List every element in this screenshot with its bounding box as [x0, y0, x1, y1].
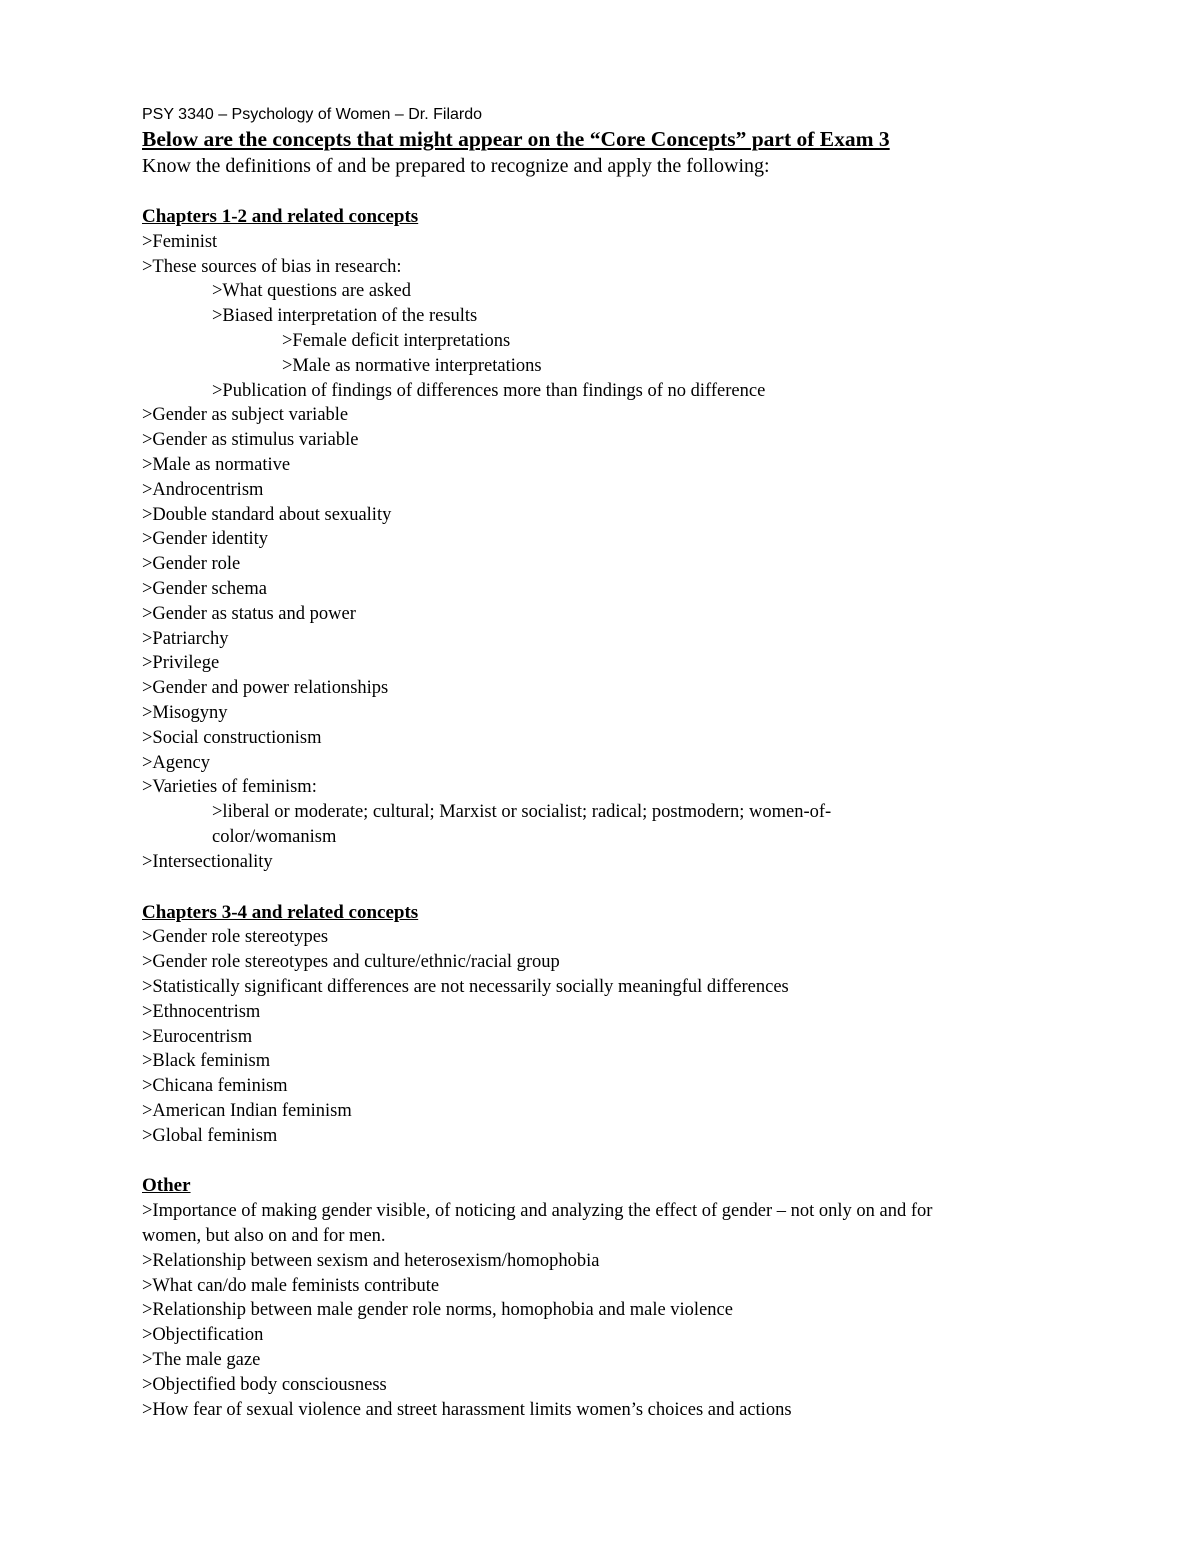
list-item: >Patriarchy [142, 628, 229, 649]
list-item: >liberal or moderate; cultural; Marxist or socialist; radical; postmodern; women-of- [212, 802, 832, 823]
list-item: >Misogyny [142, 702, 228, 723]
section-heading-chapters-1-2: Chapters 1-2 and related concepts [142, 206, 419, 227]
list-item: >Double standard about sexuality [142, 504, 392, 525]
list-item: >Agency [142, 752, 210, 773]
list-item: >The male gaze [142, 1350, 261, 1371]
list-item: >Gender role stereotypes [142, 927, 329, 948]
list-item: >Objectification [142, 1325, 264, 1346]
list-item: >Chicana feminism [142, 1076, 288, 1097]
section-heading-other: Other [142, 1175, 191, 1197]
list-item: >Global feminism [142, 1125, 278, 1146]
list-item: >Female deficit interpretations [282, 330, 511, 351]
list-item: >These sources of bias in research: [142, 256, 402, 277]
spacer [142, 875, 1082, 901]
list-item: >Statistically significant differences are not necessarily socially meaningful differences [142, 976, 789, 997]
list-item: >Privilege [142, 653, 220, 674]
list-item: >Eurocentrism [142, 1026, 253, 1047]
list-item: >Ethnocentrism [142, 1001, 261, 1022]
list-item: >Gender as subject variable [142, 405, 349, 426]
list-item: >Importance of making gender visible, of noticing and analyzing the effect of gender – not only on and for [142, 1201, 933, 1222]
list-item: >Gender as status and power [142, 603, 356, 624]
list-item: >Gender role stereotypes and culture/ethnic/racial group [142, 952, 560, 973]
spacer [142, 179, 1082, 205]
list-item: >Varieties of feminism: [142, 777, 317, 798]
document-page [142, 104, 1082, 1422]
list-item: >Gender and power relationships [142, 678, 389, 699]
page-title: Below are the concepts that might appear on the “Core Concepts” part of Exam 3 [142, 127, 890, 151]
list-item: >What questions are asked [212, 281, 411, 302]
list-item: >Social constructionism [142, 727, 322, 748]
spacer [142, 1148, 1082, 1174]
list-item: >What can/do male feminists contribute [142, 1275, 440, 1296]
list-item: >Gender schema [142, 578, 267, 599]
list-item: >Intersectionality [142, 851, 273, 872]
list-item-continuation: color/womanism [212, 826, 337, 847]
course-line: PSY 3340 – Psychology of Women – Dr. Filardo [142, 106, 483, 123]
list-item: >Relationship between male gender role norms, homophobia and male violence [142, 1300, 733, 1321]
list-item: >Gender identity [142, 529, 269, 550]
list-item: >Publication of findings of differences more than findings of no difference [212, 380, 766, 401]
list-item: >Feminist [142, 231, 218, 252]
list-item: >Black feminism [142, 1051, 271, 1072]
list-item: >Biased interpretation of the results [212, 306, 478, 327]
list-item: >Objectified body consciousness [142, 1374, 387, 1395]
section-heading-chapters-3-4: Chapters 3-4 and related concepts [142, 901, 419, 923]
list-item: >American Indian feminism [142, 1100, 352, 1121]
list-item-continuation: women, but also on and for men. [142, 1226, 386, 1247]
list-item: >Androcentrism [142, 479, 264, 500]
list-item: >How fear of sexual violence and street harassment limits women’s choices and actions [142, 1399, 792, 1420]
page-subtitle: Know the definitions of and be prepared to recognize and apply the following: [142, 155, 770, 177]
list-item: >Male as normative [142, 454, 291, 475]
list-item: >Male as normative interpretations [282, 355, 542, 376]
list-item: >Gender role [142, 554, 241, 575]
list-item: >Gender as stimulus variable [142, 430, 359, 451]
list-item: >Relationship between sexism and heterosexism/homophobia [142, 1250, 600, 1271]
